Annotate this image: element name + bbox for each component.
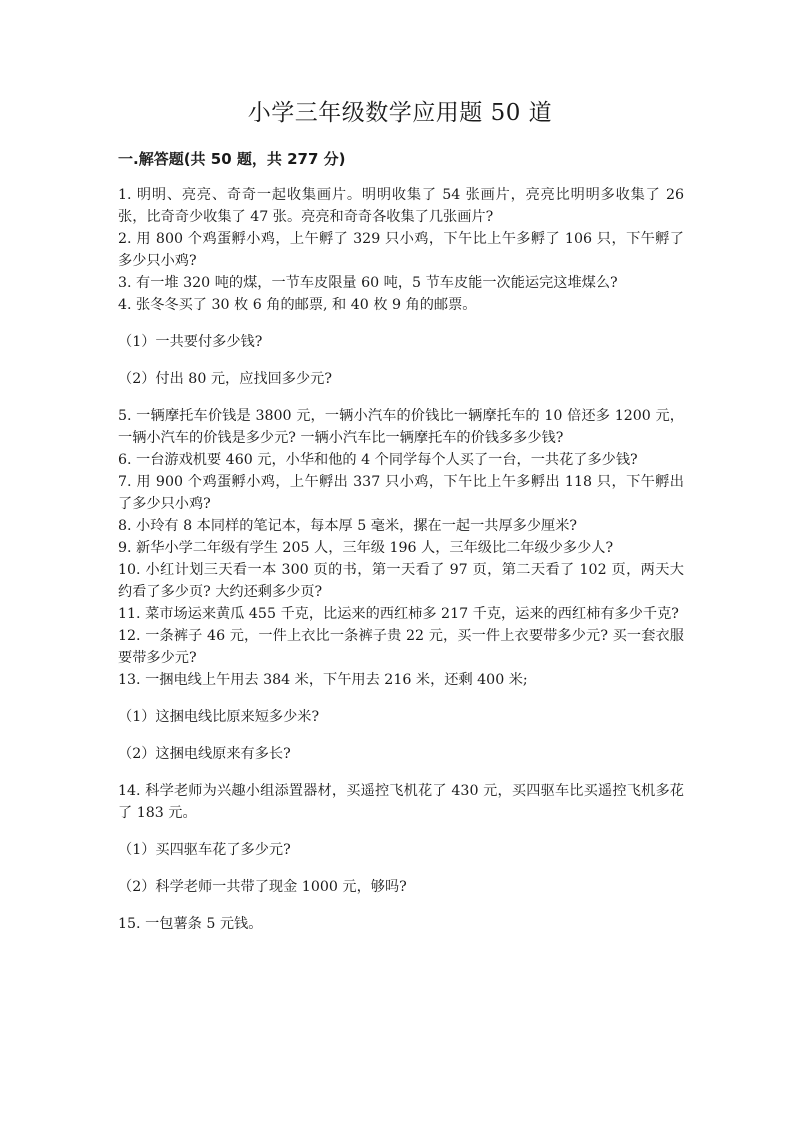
question-14-part-2: （2）科学老师一共带了现金 1000 元，够吗?: [118, 879, 407, 895]
question-2: 2. 用 800 个鸡蛋孵小鸡，上午孵了 329 只小鸡，下午比上午多孵了 106 只，下午孵了多少只小鸡?: [118, 231, 684, 269]
question-14: 14. 科学老师为兴趣小组添置器材，买遥控飞机花了 430 元，买四驱车比买遥控飞机多花了 183 元。: [118, 783, 684, 821]
question-12: 12. 一条裤子 46 元，一件上衣比一条裤子贵 22 元，买一件上衣要带多少元? 买一套衣服要带多少元?: [118, 628, 684, 666]
question-14-part-1: （1）买四驱车花了多少元?: [118, 842, 291, 858]
question-13: 13. 一捆电线上午用去 384 米，下午用去 216 米，还剩 400 米;: [118, 672, 528, 688]
question-15: 15. 一包薯条 5 元钱。: [118, 916, 263, 932]
question-list: [118, 184, 684, 935]
question-9: 9. 新华小学二年级有学生 205 人，三年级 196 人，三年级比二年级少多少人?: [118, 540, 614, 556]
question-10: 10. 小红计划三天看一本 300 页的书，第一天看了 97 页，第二天看了 102 页，两天大约看了多少页? 大约还剩多少页?: [118, 562, 684, 600]
question-13-part-2: （2）这捆电线原来有多长?: [118, 746, 291, 762]
page-title: 小学三年级数学应用题 50 道: [247, 100, 553, 126]
question-13-part-1: （1）这捆电线比原来短多少米?: [118, 709, 320, 725]
question-4-part-1: （1）一共要付多少钱?: [118, 334, 263, 350]
question-6: 6. 一台游戏机要 460 元，小华和他的 4 个同学每个人买了一台，一共花了多少钱?: [118, 452, 638, 468]
question-1: 1. 明明、亮亮、奇奇一起收集画片。明明收集了 54 张画片，亮亮比明明多收集了 26 张，比奇奇少收集了 47 张。亮亮和奇奇各收集了几张画片?: [118, 187, 684, 225]
question-11: 11. 菜市场运来黄瓜 455 千克，比运来的西红柿多 217 千克，运来的西红柿有多少千克?: [118, 606, 679, 622]
question-4-part-2: （2）付出 80 元，应找回多少元?: [118, 371, 332, 387]
question-4: 4. 张冬冬买了 30 枚 6 角的邮票, 和 40 枚 9 角的邮票。: [118, 297, 477, 313]
section-heading: 一.解答题(共 50 题，共 277 分): [118, 150, 346, 168]
question-5: 5. 一辆摩托车价钱是 3800 元，一辆小汽车的价钱比一辆摩托车的 10 倍还多 1200 元，一辆小汽车的价钱是多少元? 一辆小汽车比一辆摩托车的价钱多多少钱?: [118, 408, 684, 446]
question-8: 8. 小玲有 8 本同样的笔记本，每本厚 5 毫米，摞在一起一共厚多少厘米?: [118, 518, 577, 534]
question-3: 3. 有一堆 320 吨的煤，一节车皮限量 60 吨，5 节车皮能一次能运完这堆煤么?: [118, 275, 618, 291]
question-7: 7. 用 900 个鸡蛋孵小鸡，上午孵出 337 只小鸡，下午比上午多孵出 118 只，下午孵出了多少只小鸡?: [118, 474, 684, 512]
